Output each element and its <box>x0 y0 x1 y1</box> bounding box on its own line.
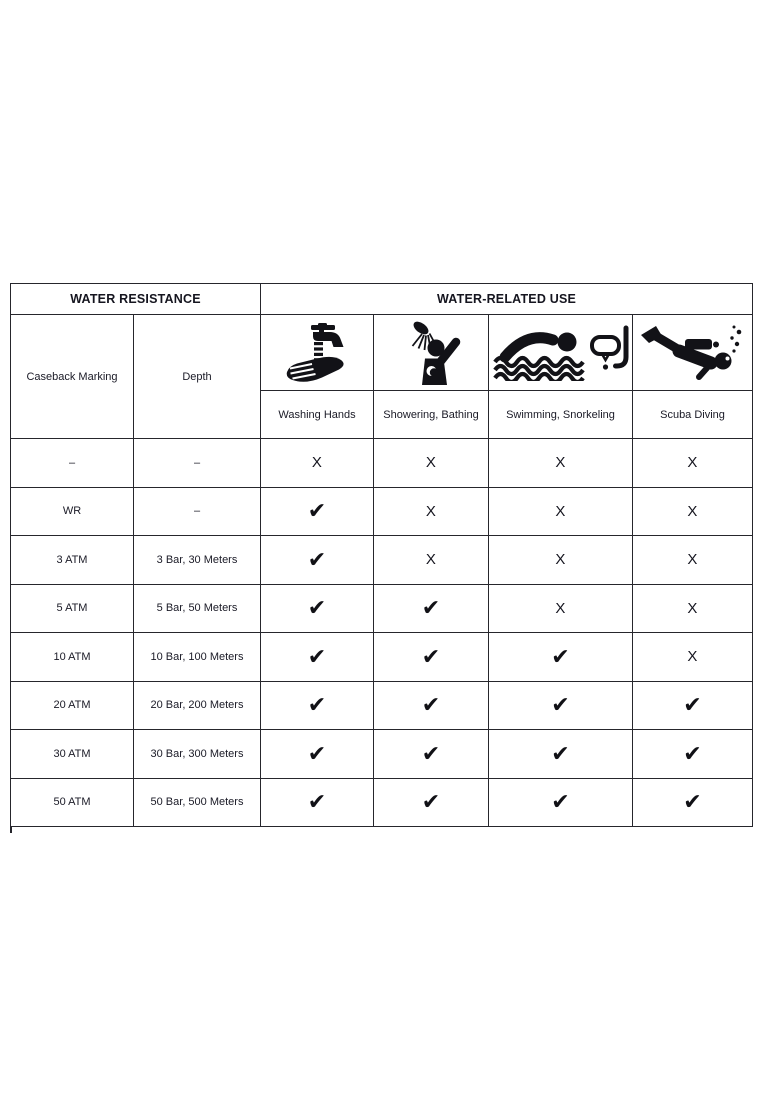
suitability-cell: ✔ <box>261 633 374 682</box>
depth-cell: 5 Bar, 50 Meters <box>134 584 261 633</box>
depth-column-header: Depth <box>134 315 261 439</box>
suitability-cell: ✔ <box>261 487 374 536</box>
suitability-cell: X <box>489 584 633 633</box>
depth-cell: 20 Bar, 200 Meters <box>134 681 261 730</box>
scuba-diving-icon-cell <box>633 315 753 391</box>
suitability-cell: X <box>489 439 633 488</box>
suitability-cell: X <box>261 439 374 488</box>
suitability-cell: X <box>633 536 753 585</box>
table-row <box>11 681 753 730</box>
suitability-cell: X <box>374 439 489 488</box>
suitability-cell: X <box>374 536 489 585</box>
suitability-cell: ✔ <box>261 681 374 730</box>
table-row <box>11 584 753 633</box>
caseback-cell: – <box>11 439 134 488</box>
depth-cell: – <box>134 439 261 488</box>
suitability-cell: ✔ <box>633 681 753 730</box>
depth-cell: 3 Bar, 30 Meters <box>134 536 261 585</box>
suitability-cell: ✔ <box>374 730 489 779</box>
suitability-cell: ✔ <box>374 633 489 682</box>
suitability-cell: X <box>633 633 753 682</box>
activity-label-washing-hands: Washing Hands <box>261 391 374 439</box>
showering-bathing-icon-cell <box>374 315 489 391</box>
caseback-cell: 20 ATM <box>11 681 134 730</box>
suitability-cell: ✔ <box>633 778 753 827</box>
caseback-cell: WR <box>11 487 134 536</box>
activity-label-scuba-diving: Scuba Diving <box>633 391 753 439</box>
caseback-cell: 50 ATM <box>11 778 134 827</box>
water-resistance-table <box>10 283 753 827</box>
caseback-marking-column-header: Caseback Marking <box>11 315 134 439</box>
table-row <box>11 778 753 827</box>
suitability-cell: X <box>633 487 753 536</box>
suitability-cell: ✔ <box>261 730 374 779</box>
water-resistance-header: WATER RESISTANCE <box>11 284 261 315</box>
suitability-cell: ✔ <box>374 584 489 633</box>
washing-hands-icon <box>285 323 349 383</box>
suitability-cell: ✔ <box>633 730 753 779</box>
washing-hands-icon-cell <box>261 315 374 391</box>
table-row <box>11 730 753 779</box>
activity-label-showering-bathing: Showering, Bathing <box>374 391 489 439</box>
suitability-cell: ✔ <box>374 778 489 827</box>
group-header-row <box>11 284 753 315</box>
swimming-snorkeling-icon <box>491 325 631 381</box>
suitability-cell: X <box>489 536 633 585</box>
suitability-cell: ✔ <box>261 584 374 633</box>
table-partial-row-edge <box>10 826 12 833</box>
suitability-cell: ✔ <box>489 681 633 730</box>
scuba-diving-icon <box>639 324 747 382</box>
swimming-snorkeling-icon-cell <box>489 315 633 391</box>
depth-cell: 30 Bar, 300 Meters <box>134 730 261 779</box>
depth-cell: 10 Bar, 100 Meters <box>134 633 261 682</box>
caseback-cell: 3 ATM <box>11 536 134 585</box>
suitability-cell: ✔ <box>489 778 633 827</box>
table-row <box>11 633 753 682</box>
table-row <box>11 536 753 585</box>
suitability-cell: ✔ <box>489 633 633 682</box>
icon-row <box>11 315 753 391</box>
depth-cell: – <box>134 487 261 536</box>
caseback-cell: 30 ATM <box>11 730 134 779</box>
caseback-cell: 10 ATM <box>11 633 134 682</box>
activity-label-swimming-snorkeling: Swimming, Snorkeling <box>489 391 633 439</box>
suitability-cell: ✔ <box>261 778 374 827</box>
water-related-use-header: WATER-RELATED USE <box>261 284 753 315</box>
table-body <box>11 439 753 827</box>
suitability-cell: ✔ <box>374 681 489 730</box>
suitability-cell: X <box>633 439 753 488</box>
suitability-cell: X <box>633 584 753 633</box>
suitability-cell: ✔ <box>261 536 374 585</box>
depth-cell: 50 Bar, 500 Meters <box>134 778 261 827</box>
suitability-cell: X <box>374 487 489 536</box>
suitability-cell: ✔ <box>489 730 633 779</box>
suitability-cell: X <box>489 487 633 536</box>
table-row <box>11 439 753 488</box>
table-row <box>11 487 753 536</box>
showering-bathing-icon <box>401 321 461 385</box>
caseback-cell: 5 ATM <box>11 584 134 633</box>
